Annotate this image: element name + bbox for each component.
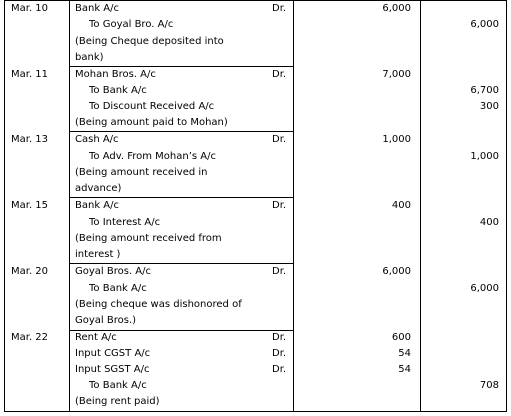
debit-amount: 7,000 — [382, 69, 411, 80]
narration: Goyal Bros.) — [75, 315, 137, 326]
entry-date: Mar. 20 — [11, 266, 49, 277]
debit-amount: 400 — [391, 200, 411, 211]
credit-amount: 708 — [479, 380, 499, 391]
narration: (Being amount received from — [75, 233, 222, 244]
debit-account: Bank A/c — [75, 200, 120, 211]
credit-amount: 6,000 — [470, 19, 499, 30]
column-divider — [420, 1, 421, 411]
credit-account: To Bank A/c — [89, 380, 147, 391]
dr-marker: Dr. — [272, 200, 287, 211]
column-divider — [69, 1, 70, 411]
credit-account: To Goyal Bro. A/c — [89, 19, 174, 30]
dr-marker: Dr. — [272, 332, 287, 343]
narration: (Being amount paid to Mohan) — [75, 117, 228, 128]
debit-account: Goyal Bros. A/c — [75, 266, 152, 277]
debit-amount: 6,000 — [382, 3, 411, 14]
debit-account: Bank A/c — [75, 3, 120, 14]
narration: interest ) — [75, 249, 121, 260]
debit-account: Rent A/c — [75, 332, 117, 343]
credit-account: To Adv. From Mohan’s A/c — [89, 151, 216, 162]
credit-amount: 300 — [479, 101, 499, 112]
dr-marker: Dr. — [272, 3, 287, 14]
narration: (Being rent paid) — [75, 396, 160, 407]
credit-account: To Bank A/c — [89, 283, 147, 294]
debit-amount: 54 — [398, 364, 411, 375]
debit-amount: 6,000 — [382, 266, 411, 277]
narration: (Being cheque was dishonored of — [75, 299, 242, 310]
debit-account: Cash A/c — [75, 134, 119, 145]
credit-account: To Bank A/c — [89, 85, 147, 96]
narration: bank) — [75, 52, 104, 63]
debit-amount: 54 — [398, 348, 411, 359]
debit-account: Input SGST A/c — [75, 364, 150, 375]
narration: (Being amount received in — [75, 167, 208, 178]
debit-amount: 1,000 — [382, 134, 411, 145]
dr-marker: Dr. — [272, 69, 287, 80]
debit-account: Input CGST A/c — [75, 348, 151, 359]
narration: (Being Cheque deposited into — [75, 36, 224, 47]
credit-amount: 6,000 — [470, 283, 499, 294]
column-divider — [293, 1, 294, 411]
debit-amount: 600 — [391, 332, 411, 343]
dr-marker: Dr. — [272, 348, 287, 359]
credit-amount: 1,000 — [470, 151, 499, 162]
entry-date: Mar. 15 — [11, 200, 49, 211]
entry-date: Mar. 10 — [11, 3, 49, 14]
entry-date: Mar. 11 — [11, 69, 49, 80]
dr-marker: Dr. — [272, 364, 287, 375]
dr-marker: Dr. — [272, 266, 287, 277]
journal-table — [4, 0, 507, 412]
entry-date: Mar. 22 — [11, 332, 49, 343]
narration: advance) — [75, 183, 122, 194]
credit-amount: 6,700 — [470, 85, 499, 96]
dr-marker: Dr. — [272, 134, 287, 145]
credit-account: To Interest A/c — [89, 217, 161, 228]
credit-account: To Discount Received A/c — [89, 101, 215, 112]
entry-date: Mar. 13 — [11, 134, 49, 145]
credit-amount: 400 — [479, 217, 499, 228]
debit-account: Mohan Bros. A/c — [75, 69, 156, 80]
